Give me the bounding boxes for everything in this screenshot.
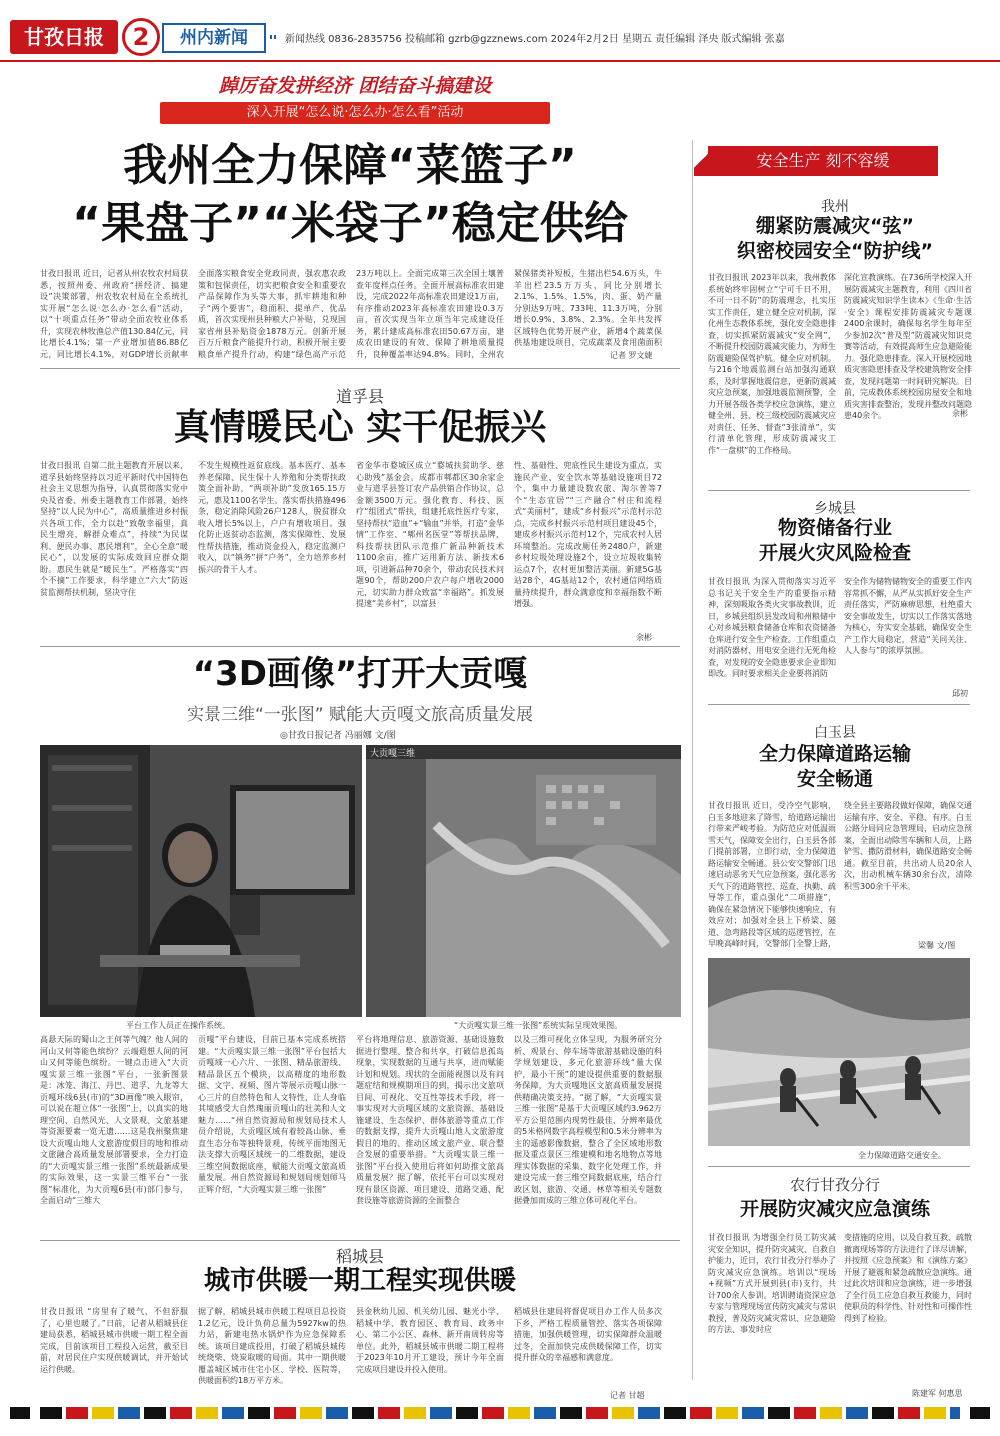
separator: [40, 646, 680, 647]
r4-col2: 变措施的应用，以及自救互救、疏散撤离现场等的方法进行了详尽讲解，并按照《应急预案》和《演练方案》开展了避震和紧急疏散应急演练。通过此次培训和应急演练，进一步增强了全行员工应急自救互救能力，同时使职员的科学性、针对性和可操作性得到了检验。: [844, 1233, 972, 1323]
lead-title-line2: “果盘子”“米袋子”稳定供给: [72, 198, 628, 249]
feature-col4: 以及三维可视化立体呈现，为服务研究分析、观景台、停车场等旅游基础设施的科学规划建设，多元化旅游环线“量大保护，最小干预”的建设提供重要的数据服务保障，为大贡嘎地区文旅高质量发展提供精确决策支持。“据了解，“大贡嘎实景三维一张图”是基于大贡嘎区域约3.962万平方公里范围内现势性最佳、分辨率最优的5米格网数字高程模型和0.5米分辨率为主的遥感影像数据，整合了全区域地形数据及重点景区三维建模和地名地物点等地理实体数据的采集、数字化处理工作，并建设完成一套三维空间数据底座，结合行政区划、旅游、交通、林草等相关专题数据叠加而成的三维立体可视化平台。: [514, 1035, 662, 1205]
daofu-title: 真情暖民心 实干促振兴: [173, 407, 547, 448]
separator: [708, 490, 970, 491]
r2-col1: 甘孜日报讯 为深入贯彻落实习近平总书记关于安全生产的重要指示精神，深刻吸取各类火灾事故教训，近日，乡城县组织县发改局和州粮储中心对乡城县粮食储备仓库和农资储备仓库进行安全生产检查。工作组重点对消防器材、用电安全进行无死角检查，对发现的安全隐患要求企业即知即改。同时要求相关企业要将消防: [708, 577, 836, 678]
caption-photo1: 平台工作人员正在操作系统。: [126, 1021, 230, 1030]
column-divider: [692, 140, 693, 1380]
lead-col4: 紧保猪类补短板，生猪出栏54.6万头，牛羊出栏23.5万万头，同比分别增长2.1%、1.5%、1.5%，肉、蛋、奶产量分别达9万吨、733吨、11.3万吨，分别增长0.9%、3.8%、2.3%。全年共发挥区域特色优势开展产业，新增4个蔬菜保供基地建设项目，完成蔬菜及食用菌面积: [514, 269, 662, 347]
section-name: 州内新闻: [162, 23, 266, 53]
r1-kicker: 我州: [821, 199, 849, 215]
r1-col2: 深化宣教演练。在736所学校深入开展防震减灾主题教育，利用《四川省防震减灾知识学生读本》《生命·生活·安全》课程安排防震减灾专题课2400余课时，确保每名学生每年至少参加2次“普及型”防震减灾知识竞赛等活动，有效提高师生应急避险能力。强化隐患排查。深入开展校园地质灾害隐患排查及学校建筑物安全排查，发现问题第一时间研究解决。目前，完成教体系统校园房屋安全和地质灾害排查整治，发现并整改问题隐患40余个。: [844, 273, 972, 420]
r2-kicker: 乡城县: [814, 501, 856, 517]
snow-road-illustration: [708, 958, 970, 1146]
print-color-bar: [40, 1407, 960, 1419]
feature-col1: 高悬天际的蜀山之王何等气魄？他人间的河山又何等能色缤纷？云端遐想人间的河山又何等能色缤纷。一键点击进入“大贡嘎实景三维一张图”平台，一张新图景是：冰笼、海江、丹巴、道孚、九龙等大贡嘎环线6县(市)的“3D画像”映入眼帘，可以说在超立体“一张图”上，以真实的地理空间、自然风光、人文景观、文旅基建等资源要素一览无遗……这是我州聚焦建设大贡嘎山地人文旅游度假目的地和推动文旅融合高质量发展部署要求，全力打造的“大贡嘎实景三维一张图”系统最新成果的实际效果，这一实景三维平台“一张图”标准化，为大贡嘎6县(市)部门参与，全面启动“三维大: [40, 1035, 188, 1205]
separator: [40, 368, 680, 369]
r2-title-line1: 物资储备行业: [777, 517, 892, 539]
r2-title-line2: 开展火灾风险检查: [758, 542, 911, 564]
r4-col1: 甘孜日报讯 为增强全行员工防灾减灾安全知识，提升防灾减灾、自救自护能力，近日，农行甘孜分行举办了防灾减灾应急演练。培训以“现场+视频”方式开展到县(市)支行，共计700余人参训。培训聘请资深应急专家与管理现场宣传防灾减灾与常识教授，普及防灾减灾常识、应急避险的方法、事发时应: [708, 1233, 836, 1334]
campaign-subtitle: 深入开展“怎么说·怎么办·怎么看”活动: [160, 102, 550, 124]
r1-title-line1: 绷紧防震减灾“弦”: [756, 215, 914, 237]
lead-col2: 全面落实粮食安全党政同责，强农惠农政策和包保责任，切实把粮食安全和重要农产品保障作为头等大事，抓牢耕地和种子“两个要害”，稳面积、提单产、优品质，首次实现州县种粮大户补贴，兑现国家省州县补贴资金1878万元。创新开展百万斤粮食产能提升行动，积极开展主要粮食单产提升行动，构建“绿色高产示范: [198, 269, 346, 359]
separator: [708, 1166, 970, 1167]
photo-staff-operating: [40, 745, 362, 1017]
page-number: 2: [122, 18, 160, 56]
daocheng-title: 城市供暖一期工程实现供暖: [203, 1266, 516, 1296]
daofu-col1: 甘孜日报讯 自第二批主题教育开展以来，道孚县始终坚持以习近平新时代中国特色社会主义思想为指导，认真贯彻落实党中央及省委、州委主题教育工作部署，始终坚持“以人民为中心”，高质量推进乡村振兴各项工作，全力以赴“致敬幸福里，真民生增亮，解群众难点”，持续“为民谋利、便民办事、惠民增利”，全心全意“暖民心”，以发展的实际成效回应群众期盼。惠民生就是“暖民生”。严格落实“四个不摘”工作要求，科学建立“六大”防返贫监测帮扶机制，坚决守住: [40, 461, 188, 597]
r4-kicker: 农行甘孜分行: [789, 1176, 880, 1194]
daocheng-col3: 县金秋幼儿园、机关幼儿园、魅光小学、稻城中学、教育园区、教育局、政务中心、第二小公区、森林、新开南周转房等单位。此外，稻城县城市供暖二期工程将于2023年10月开工建设，预计今年全面完成项目建设并投入使用。: [356, 1307, 504, 1374]
map-illustration: [366, 745, 681, 1017]
masthead-info: 新闻热线 0836-2835756 投稿邮箱 gzrb@gzznews.com 2024年2月2日 星期五 责任编辑 泽央 版式编辑 张嘉: [285, 34, 785, 45]
decor-strip: [270, 35, 278, 39]
daocheng-col1: 甘孜日报讯 “房里有了暖气，不但舒服了，心里也暖了。”日前，记者从稻城县住建局获悉，稻城县城市供暖一期工程全面完成，目前该项目工程投入运营，截至目前，对居民住户实现供暖调试，并开始试运行供暖。: [40, 1307, 188, 1374]
r4-title: 开展防灾减灾应急演练: [739, 1198, 930, 1220]
lead-col1: 甘孜日报讯 近日，记者从州农牧农村局获悉，按照州委、州政府“拼经济、搞建设”决策部署，州农牧农村局在全系统扎实开展“怎么说·怎么办·怎么看”活动，以“十项重点任务”带动全面农牧业体系升，实现农林牧渔总产值130.84亿元，同比增长4.1%；第一产业增加值86.88亿元，同比增长4.1%，对GDP增长贡献率: [40, 269, 188, 359]
daocheng-col4: 稻城县住建局将督促项目办工作人员多次下乡，严格工程质量管控、落实各项保障措施，加强供暖管理，切实保障群众温暖过冬，全面加快完成供暖保障工作，切实提升群众的幸福感和满意度。: [514, 1307, 662, 1362]
masthead-rule: [0, 60, 1000, 62]
feature-subtitle: 实景三维“一张图” 赋能大贡嘎文旅高质量发展: [186, 705, 534, 725]
r4-byline: 陈建军 何惠思: [912, 1389, 963, 1398]
feature-title: “3D画像”打开大贡嘎: [192, 654, 528, 694]
lead-byline: 记者 罗文婕: [610, 351, 653, 360]
masthead: [0, 18, 1000, 58]
photo-road-snow: [708, 958, 970, 1146]
r3-caption: 全力保障道路交通安全。: [858, 1151, 946, 1160]
daocheng-col2: 据了解，稻城县城市供暖工程项目总投资1.2亿元，设计负荷总量为5927kw的热力站，新建电热水锅炉作为应急保障系统。该项目建成投用，打破了稻城县城传统烧柴、烧炭取暖的局面。其中一期供暖覆盖城区城市住宅小区、学校、医院等，供暖面积约18万平方米。: [198, 1307, 346, 1385]
r3-title-line1: 全力保障道路运输: [758, 743, 911, 765]
photo-3d-map-screen: [366, 745, 681, 1017]
r2-col2: 安全作为储物储物安全的重要工作内容常抓不懈，从严从实抓好安全生产责任落实，严防麻痹思想，杜绝重大安全事故发生，切实以工作落实落地为核心，夯实安全基础，确保安全生产工作大局稳定，营造“关同关注、人人参与”的浓厚氛围。: [844, 577, 972, 655]
r1-title-line2: 织密校园安全“防护线”: [737, 240, 933, 262]
daofu-kicker: 道孚县: [335, 387, 384, 406]
map-screen-title: 大贡嘎三维: [370, 749, 416, 759]
daocheng-kicker: 稻城县: [335, 1247, 384, 1266]
lead-col3: 23万吨以上。全面完成第三次全国土壤普查年度样点任务。全面开展高标准农田建设，完成2022年高标准农田建设1万亩，有序推动2023年高标准农田建设0.3万亩，首次实现当年立项当年完成建设任务，累计建成高标准农田50.67万亩，建成农田建设的有效、保障了耕地质量提升，良种覆盖率达94.8%。同时，全州农: [356, 269, 504, 359]
safety-banner: 安全生产 刻不容缓: [708, 146, 938, 176]
campaign-title: 踔厉奋发拼经济 团结奋斗搞建设: [218, 75, 492, 97]
daofu-col4: 性、基础性、兜底性民生建设为重点，实施民产业、安全饮水等基础设施项目72个，集中力量建设数农旅、淘尔普等7个“生态宜居”“三产融合”村庄和流程式“美丽村”，建成“乡村振兴”示范村示范点，完成乡村振兴示范村项目建设45个，建成乡村振兴示范村12个，完成农村人居环境整治。完成改厕任务2480户，新建乡村垃圾处理设施2个，设立垃圾收集转运点7个，农村更加整洁美丽。新建5G基站28个，4G基站12个，农村通信网络质量持续提升，群众满意度和幸福指数不断增强。: [514, 461, 662, 608]
caption-photo2: “大贡嘎实景三维一张图”系统实际呈现效果图。: [454, 1021, 623, 1030]
daofu-byline: 余彬: [636, 633, 652, 642]
feature-col2: 贡嘎”平台建设，目前已基本完成系统搭建。“大贡嘎实景三维一张图”平台包括大贡嘎域一心六片、一张图、精品旅游线、精品景区五个模块，以高精度的地形数据、文字、视频、图片等展示贡嘎山脉一心三片的自然特色和人文特性，让人身临其境感受大自然瑰丽贡嘎山的壮美和人文魅力……“州自然资源局和规划局技术人员介绍说，大贡嘎区域有着较高山脉、垂直生态分布等独特景观，传统平面地图无法支撑大贡嘎区域统一的二维数据，建设三维空间数据底座，赋能大贡嘎文旅高质量发展。州自然资源局和规划局规划师马正辉介绍，“大贡嘎实景三维一张图”: [198, 1035, 346, 1194]
daocheng-byline: 记者 甘超: [610, 1391, 645, 1400]
r3-kicker: 白玉县: [814, 725, 856, 741]
staff-photo-illustration: [40, 745, 362, 1017]
r3-col1: 甘孜日报讯 近日，受冷空气影响，白玉多地迎来了降雪，给道路运输出行带来严峻考验。为防范应对低温雨雪天气，保障安全出行，白玉县各部门提前部署，立即行动，全力保障道路运输安全畅通。县公安交警部门迅速启动恶劣天气应急预案，强化恶劣天气下的道路管控、巡查、执勤、疏导等工作，重点强化“二项措施”，确保在紧急情况下能够快速响应、有效应对；加强对全县上下桥梁、隧道、急弯路段等区域的巡逻管控，在早晚高峰时间，交警部门全警上路，: [708, 801, 836, 948]
r1-col1: 甘孜日报讯 2023年以来，我州教体系统始终牢固树立“宁可千日不用，不可一日不防”的防震理念，扎实压实工作责任，建立健全应对机制，深化州生态教体系统，强化安全隐患排查，切实抓紧防震减灾“安全网”，不断提升校园防震减灾能力，为师生防震避险保驾护航。健全应对机制。与216个地震监测台站加强沟通联系，及时掌握地震信息，更新防震减灾应急预案，加强地震监测预警，全力开展各级各类学校应急演练，建立健全州、县、校三级校园防震减灾应对责任、任务、督查“3张清单”，实行清单化管理，形成防震减灾工作“一盘棋”的工作格局。: [708, 273, 836, 455]
r1-byline: 余彬: [952, 409, 968, 418]
feature-byline: ◎甘孜日报记者 冯丽娜 文/图: [280, 731, 396, 741]
lead-title-line1: 我州全力保障“菜篮子”: [123, 140, 577, 191]
register-mark-right: [970, 1407, 990, 1419]
separator: [40, 1240, 680, 1241]
daofu-col2: 不发生规模性返贫底线。基本医疗、基本养老保障、民生保十人养殖和分类帮扶政策全面补助，“两项补助”发放165.15万元，惠及1100名学生。落实帮扶措施496条，稳定消除风险26户128人，脱贫群众收入增长5%以上，户户有增收项目。强化防止返贫动态监测，落实保障性、发展性帮扶措施，推动资金投入，稳定监测户收入，以“镇务”拼“户务”，全力培养乡村振兴的骨干人才。: [198, 461, 346, 574]
separator: [708, 704, 970, 705]
r3-byline: 梁馨 文/图: [918, 941, 956, 950]
register-mark-left: [10, 1407, 30, 1419]
feature-col3: 平台将地理信息、旅游资源、基础设施数据进行整理、整合和共享，打破信息孤岛现象，实现数据的互通与共享，进而赋能计划和规划。现状的全面能视图以及有问题症结和规模期项目的到，揭示出文旅项目间、可视化、交互性等技术手段，将一事实现对大贡嘎区域的文旅资源、基础设施建设、生态保护、群体旅游等重点工作的数据支撑，提升大贡嘎山地人文旅游度假目的地的、推动区域文旅产业、联合整合发展的重要举措。“大贡嘎实景三维一张图”平台投入使用后将如何助推文旅高质量发展？据了解，依托平台可以实现对现有景区资源、项目建设、道路交通、配套设施等旅游资源的全面整合: [356, 1035, 504, 1205]
newspaper-logo: 甘孜日报: [10, 20, 118, 54]
r3-col2: 绕全县主要路段做好保障，确保交通运输有序、安全、平稳、有序。白玉公路分局同应急管理局，启动应急预案，全面出动除雪车辆和人员，上路铲雪、撒防滑材料，确保道路安全畅通。截至目前，共出动人员20余人次，出动机械车辆30余台次，清除积雪300余千平米。: [844, 801, 972, 891]
r3-title-line2: 安全畅通: [796, 768, 873, 790]
r2-byline: 邱初: [952, 689, 968, 698]
daofu-col3: 省金华市婺城区成立“婺城扶贫助学、慈心助残”基金会。成都市郫都区30余家企业与道孚县签订农产品供销合作协议，总金额3500万元。强化教育、科技、医疗“组团式”帮扶，组建托底性医疗专家，坚持帮扶“造血”+“输血”并举，打造“金华情”工作室、“郫州名医堂”等帮扶品牌，科技帮扶团队示范推广新品种新技术1100余亩，推广运用新方法、新技术6项，引进新品种70余个，带动农民技术问题90个，帮助200户农户每户增收2000元，切实助力群众致富“幸福路”。抓发展提速“美乡村”，以富县: [356, 461, 504, 608]
